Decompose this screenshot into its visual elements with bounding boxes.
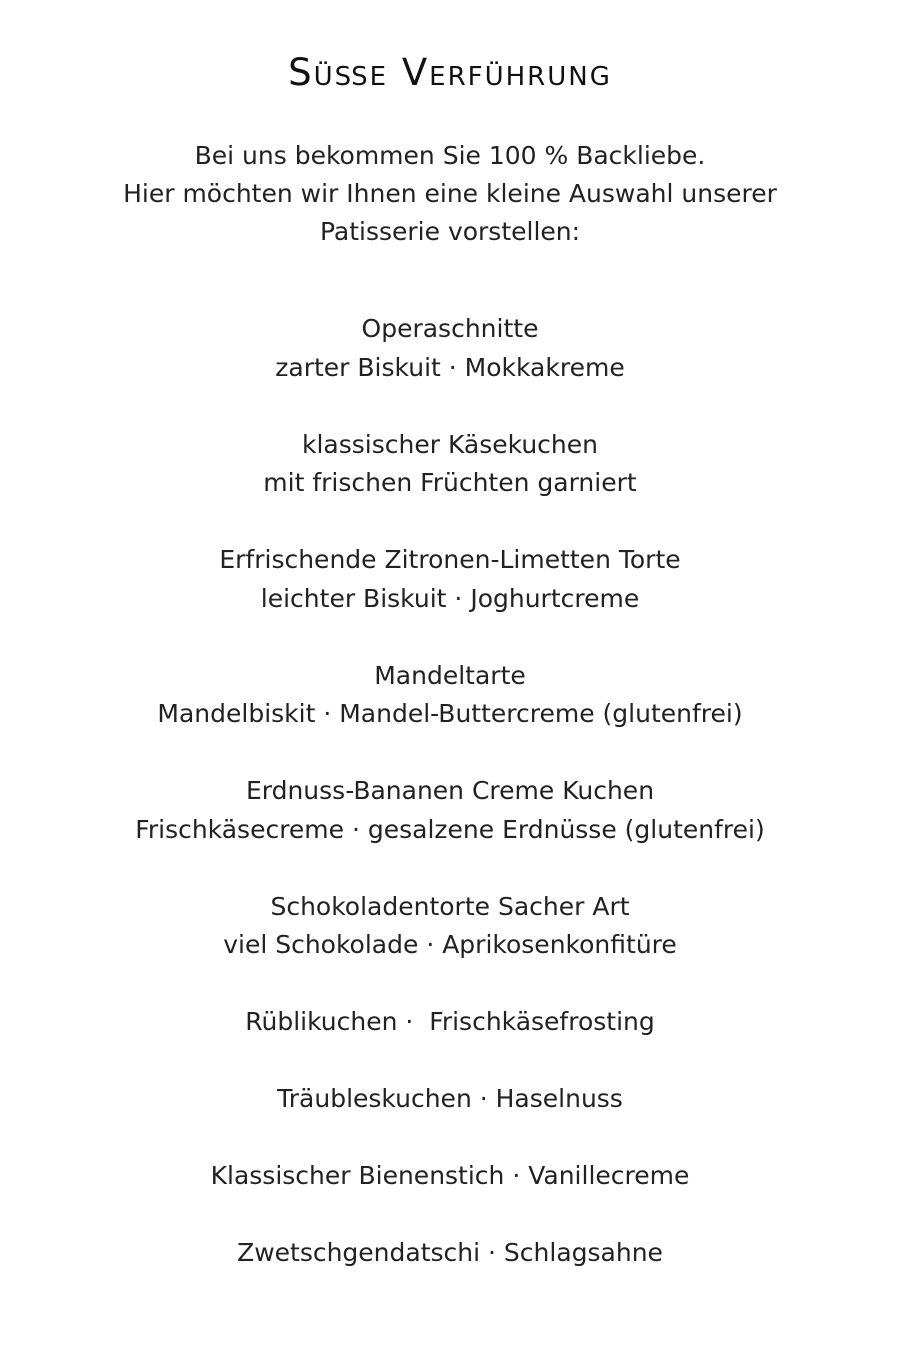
item-description: Frischkäsecreme · gesalzene Erdnüsse (glutenfrei): [135, 814, 765, 844]
item-description: zarter Biskuit · Mokkakreme: [275, 352, 625, 382]
item-name: Erdnuss-Bananen Creme Kuchen: [245, 776, 655, 805]
menu-item-zitronen-limetten-torte: [0, 541, 900, 618]
menu-item-operaschnitte: [0, 310, 900, 387]
item-description: viel Schokolade · Aprikosenkonfitüre: [223, 930, 677, 959]
menu-item-bienenstich: [0, 1157, 900, 1196]
item-description: leichter Biskuit · Joghurtcreme: [260, 583, 640, 613]
pastry-list: [0, 310, 900, 1311]
intro-line-3: Patisserie vorstellen:: [319, 217, 581, 246]
item-name: Klassischer Bienenstich · Vanillecreme: [210, 1161, 690, 1190]
intro-text: [0, 137, 900, 251]
page-title: Süße Verführung: [288, 51, 612, 94]
item-description: mit frischen Früchten garniert: [263, 468, 637, 497]
item-name: Träubleskuchen · Haselnuss: [277, 1084, 623, 1113]
item-name: Schokoladentorte Sacher Art: [270, 891, 630, 921]
item-name: Operaschnitte: [361, 314, 539, 343]
item-name: Erfrischende Zitronen-Limetten Torte: [219, 545, 681, 574]
item-description: Mandelbiskit · Mandel-Buttercreme (glutenfrei): [157, 699, 743, 728]
item-name: klassischer Käsekuchen: [301, 429, 598, 459]
menu-item-zwetschgendatschi: [0, 1234, 900, 1273]
item-name: Rüblikuchen · Frischkäsefrosting: [245, 1007, 655, 1036]
item-name: Zwetschgendatschi · Schlagsahne: [237, 1238, 663, 1267]
menu-item-kaesekuchen: [0, 426, 900, 503]
intro-line-1: Bei uns bekommen Sie 100 % Backliebe.: [194, 141, 706, 170]
menu-item-traeubleskuchen: [0, 1080, 900, 1119]
menu-item-schokoladentorte: [0, 888, 900, 965]
menu-item-erdnuss-bananen-kuchen: [0, 772, 900, 849]
item-name: Mandeltarte: [374, 660, 526, 690]
intro-line-2: Hier möchten wir Ihnen eine kleine Auswahl unserer: [123, 179, 777, 208]
menu-item-rueblikuchen: [0, 1003, 900, 1042]
menu-item-mandeltarte: [0, 657, 900, 734]
